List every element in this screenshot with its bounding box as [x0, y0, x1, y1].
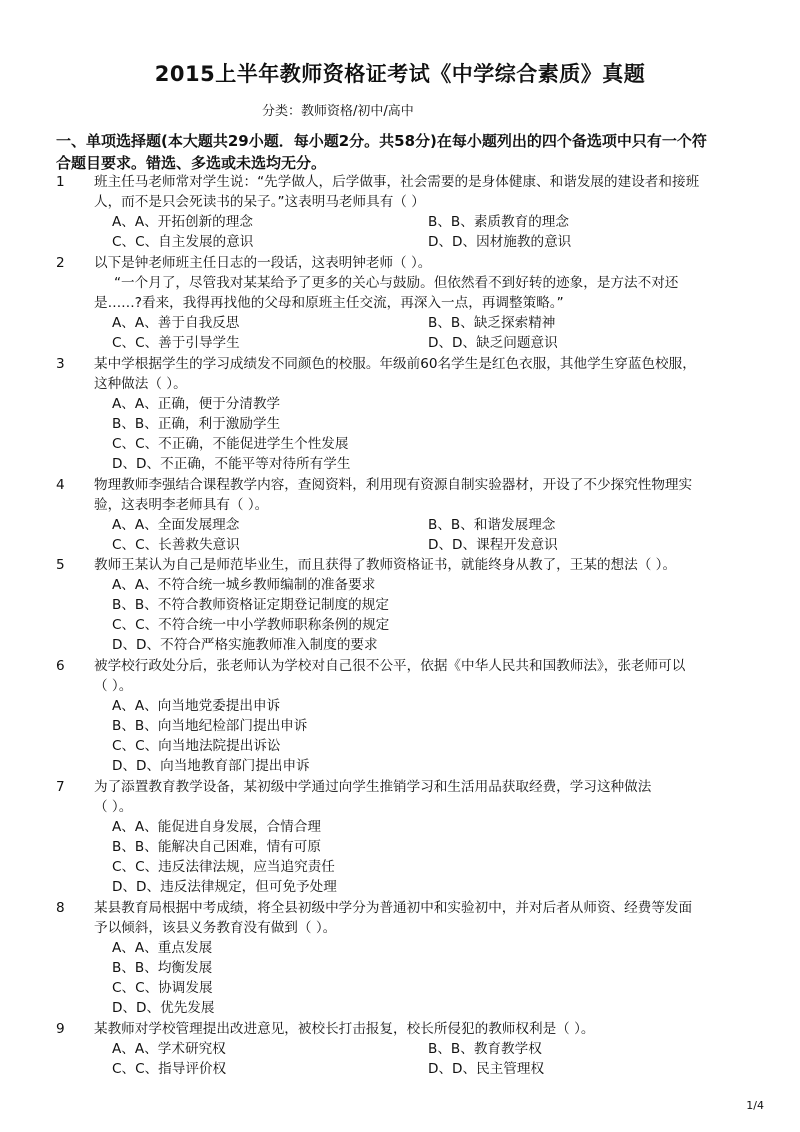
question-text: 教师王某认为自己是师范毕业生，而且获得了教师资格证书，就能终身从教了，王某的想法（ ）。 [94, 557, 677, 573]
question-text: 是……?看来，我得再找他的父母和原班主任交流，再深入一点，再调整策略。” [94, 295, 564, 311]
page-title: 2015上半年教师资格证考试《中学综合素质》真题 [154, 62, 646, 86]
option-c: C、C、违反法律法规，应当追究责任 [112, 859, 335, 875]
option-b: B、B、能解决自己困难，情有可原 [112, 839, 321, 855]
question-text: 这种做法（ ）。 [94, 376, 187, 392]
question-number: 3 [56, 356, 65, 372]
option-c: C、C、不正确，不能促进学生个性发展 [112, 436, 349, 452]
option-d: D、D、课程开发意识 [428, 537, 558, 553]
question-number: 2 [56, 255, 65, 271]
question-text: 班主任马老师常对学生说：“先学做人，后学做事，社会需要的是身体健康、和谐发展的建设者和接班 [94, 174, 700, 190]
option-b: B、B、和谐发展理念 [428, 517, 556, 533]
option-c: C、C、不符合统一中小学教师职称条例的规定 [112, 617, 390, 633]
option-d: D、D、向当地教育部门提出申诉 [112, 758, 310, 774]
option-a: A、A、学术研究权 [112, 1041, 226, 1057]
question-text: 某县教育局根据中考成绩，将全县初级中学分为普通初中和实验初中，并对后者从师资、经费等发面 [94, 900, 693, 916]
option-d: D、D、民主管理权 [428, 1061, 545, 1077]
section-header-line: 合题目要求。错选、多选或未选均无分。 [56, 154, 327, 172]
option-d: D、D、因材施教的意识 [428, 234, 572, 250]
question-text: 予以倾斜，该县义务教育没有做到（ ）。 [94, 920, 337, 936]
option-d: D、D、违反法律规定，但可免予处理 [112, 879, 337, 895]
option-b: B、B、正确，利于激励学生 [112, 416, 281, 432]
question-number: 1 [56, 174, 65, 190]
question-text: 被学校行政处分后，张老师认为学校对自己很不公平，依据《中华人民共和国教师法》，张老师可以 [94, 658, 686, 674]
option-b: B、B、素质教育的理念 [428, 214, 569, 230]
section-header [56, 130, 756, 174]
option-a: A、A、不符合统一城乡教师编制的准备要求 [112, 577, 376, 593]
question-number: 4 [56, 477, 65, 493]
option-c: C、C、善于引导学生 [112, 335, 240, 351]
option-a: A、A、正确，便于分清教学 [112, 396, 281, 412]
option-c: C、C、自主发展的意识 [112, 234, 254, 250]
section-header-line: 一、单项选择题(本大题共29小题．每小题2分。共58分)在每小题列出的四个备选项中只有一个符 [56, 132, 707, 150]
category-label: 分类：教师资格/初中/高中 [262, 104, 414, 119]
option-c: C、C、向当地法院提出诉讼 [112, 738, 281, 754]
option-a: A、A、重点发展 [112, 940, 213, 956]
question-text: 人，而不是只会死读书的呆子。”这表明马老师具有（ ） [94, 194, 425, 210]
page-number: 1/4 [746, 1099, 764, 1112]
option-d: D、D、不符合严格实施教师准入制度的要求 [112, 637, 378, 653]
question-text: （ ）。 [94, 799, 133, 815]
question-text: （ ）。 [94, 678, 133, 694]
question-text: 某中学根据学生的学习成绩发不同颜色的校服。年级前60名学生是红色衣服，其他学生穿蓝色校服， [94, 356, 696, 372]
option-c: C、C、指导评价权 [112, 1061, 227, 1077]
question-text: 为了添置教育教学设备，某初级中学通过向学生推销学习和生活用品获取经费，学习这种做法 [94, 779, 652, 795]
option-d: D、D、不正确，不能平等对待所有学生 [112, 456, 351, 472]
question-number: 9 [56, 1021, 65, 1037]
option-c: C、C、协调发展 [112, 980, 213, 996]
option-d: D、D、缺乏问题意识 [428, 335, 558, 351]
option-b: B、B、不符合教师资格证定期登记制度的规定 [112, 597, 389, 613]
question-text: 物理教师李强结合课程教学内容，查阅资料，利用现有资源自制实验器材，开设了不少探究性物理实 [94, 477, 693, 493]
question-text: 以下是钟老师班主任日志的一段话，这表明钟老师（ ）。 [94, 255, 432, 271]
option-a: A、A、开拓创新的理念 [112, 214, 253, 230]
question-text: 验，这表明李老师具有（ ）。 [94, 497, 269, 513]
question-number: 5 [56, 557, 65, 573]
question-text: “一个月了，尽管我对某某给予了更多的关心与鼓励。但依然看不到好转的迹象，是方法不对还 [114, 275, 679, 291]
option-a: A、A、善于自我反思 [112, 315, 240, 331]
option-b: B、B、均衡发展 [112, 960, 213, 976]
option-b: B、B、向当地纪检部门提出申诉 [112, 718, 308, 734]
question-number: 7 [56, 779, 65, 795]
option-a: A、A、向当地党委提出申诉 [112, 698, 281, 714]
option-a: A、A、能促进自身发展，合情合理 [112, 819, 321, 835]
question-number: 8 [56, 900, 65, 916]
option-b: B、B、教育教学权 [428, 1041, 542, 1057]
option-b: B、B、缺乏探索精神 [428, 315, 556, 331]
option-c: C、C、长善救失意识 [112, 537, 240, 553]
option-d: D、D、优先发展 [112, 1000, 215, 1016]
question-number: 6 [56, 658, 65, 674]
option-a: A、A、全面发展理念 [112, 517, 240, 533]
question-text: 某教师对学校管理提出改进意见，被校长打击报复，校长所侵犯的教师权利是（ ）。 [94, 1021, 595, 1037]
